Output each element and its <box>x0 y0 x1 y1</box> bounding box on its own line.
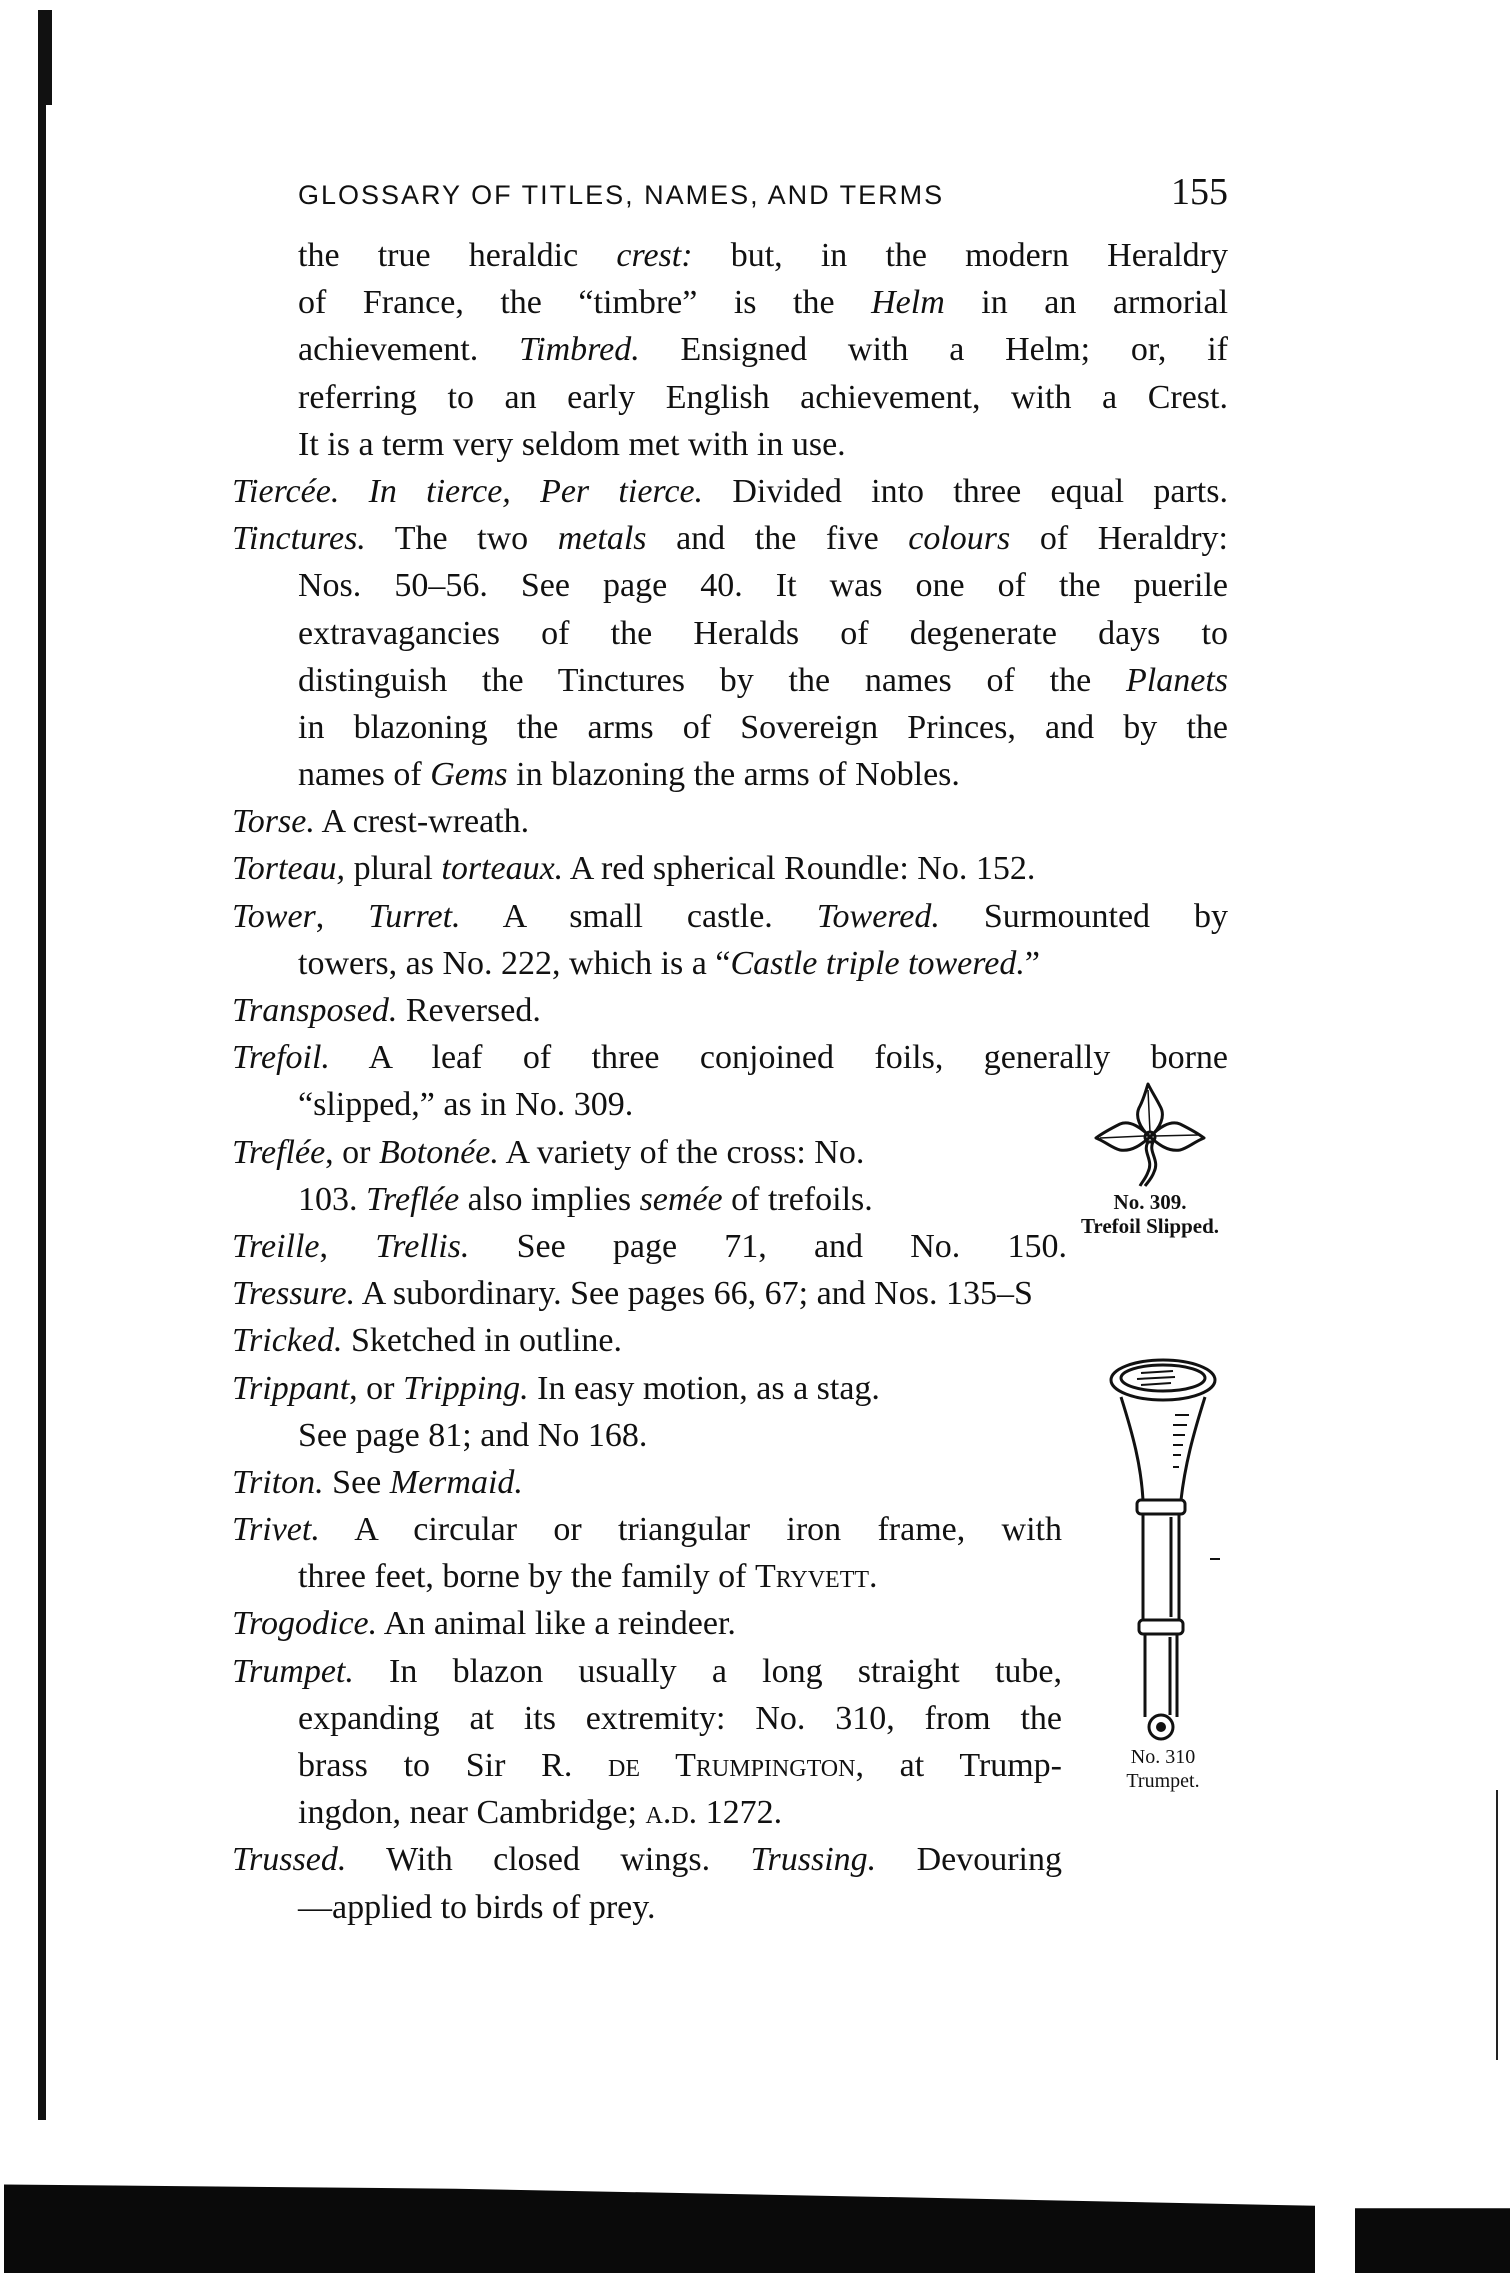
text-line: It is a term very seldom met with in use. <box>298 425 846 463</box>
entry-transposed: Transposed. Reversed. <box>232 992 541 1029</box>
entry-tricked: Tricked. Sketched in outline. <box>232 1322 622 1360</box>
text-line: extravagancies of the Heralds of degenerate days to <box>298 614 1228 652</box>
text-line: “slipped,” as in No. 309. <box>298 1086 634 1124</box>
scan-speck <box>1210 1558 1220 1560</box>
scan-binding-edge-top <box>38 10 52 105</box>
scan-right-edge <box>1496 1790 1498 2060</box>
text-line: See page 81; and No 168. <box>298 1416 648 1454</box>
entry-trumpet: Trumpet. In blazon usually a long straight tube, <box>232 1652 1062 1690</box>
text-line: Nos. 50–56. See page 40. It was one of the puerile <box>298 567 1228 605</box>
text-line: 103. Treflée also implies semée of trefoils. <box>298 1180 873 1218</box>
entry-trogodice: Trogodice. An animal like a reindeer. <box>232 1605 736 1643</box>
trumpet-icon <box>1103 1355 1223 1745</box>
text-line: expanding at its extremity: No. 310, from the <box>298 1699 1062 1737</box>
entry-trefoil: Trefoil. A leaf of three conjoined foils, generally borne <box>232 1039 1228 1077</box>
entry-tiercee: Tiercée. In tierce, Per tierce. Divided into three equal parts. <box>232 472 1228 510</box>
entry-trivet: Trivet. A circular or triangular iron frame, with <box>232 1511 1062 1549</box>
text-line: achievement. Timbred. Ensigned with a Helm; or, if <box>298 331 1228 369</box>
entry-treille: Treille, Trellis. See page 71, and No. 150. <box>232 1227 1068 1265</box>
entry-torteau: Torteau, plural torteaux. A red spherical Roundle: No. 152. <box>232 850 1036 888</box>
text-line: of France, the “timbre” is the Helm in an armorial <box>298 284 1229 322</box>
entry-treflee: Treflée, or Botonée. A variety of the cross: No. <box>232 1133 865 1171</box>
text-line: the true heraldic crest: but, in the modern Heraldry <box>298 237 1228 274</box>
scan-binding-edge <box>38 10 46 2120</box>
figure-number: No. 310 <box>1130 1746 1196 1768</box>
text-line: —applied to birds of prey. <box>298 1888 656 1926</box>
figure-caption: Trefoil Slipped. <box>1080 1214 1220 1238</box>
figure-caption: Trumpet. <box>1126 1770 1200 1792</box>
entry-tower: Tower, Turret. A small castle. Towered. Surmounted by <box>232 897 1229 935</box>
figure-trumpet <box>1078 1355 1248 1793</box>
entry-torse: Torse. A crest-wreath. <box>232 803 530 841</box>
page-number: 155 <box>1171 171 1228 213</box>
entry-trussed: Trussed. With closed wings. Trussing. Devouring <box>232 1841 1062 1879</box>
entry-tinctures: Tinctures. The two metals and the five colours of Heraldry: <box>232 520 1228 558</box>
text-line: ingdon, near Cambridge; a.d. 1272. <box>298 1794 783 1832</box>
running-header <box>298 170 1228 214</box>
text-line: three feet, borne by the family of Tryvett. <box>298 1558 878 1596</box>
scan-bottom-gap <box>1315 2200 1355 2273</box>
figure-trefoil <box>1035 1080 1265 1238</box>
entry-tressure: Tressure. A subordinary. See pages 66, 67; and Nos. 135–S <box>232 1275 1033 1313</box>
scan-bottom-shadow <box>4 2165 1510 2273</box>
entry-triton: Triton. See Mermaid. <box>232 1463 523 1501</box>
text-line: towers, as No. 222, which is a “Castle triple towered.” <box>298 944 1040 982</box>
text-line: referring to an early English achievement, with a Crest. <box>298 378 1228 416</box>
text-line: in blazoning the arms of Sovereign Princes, and by the <box>298 708 1228 746</box>
text-line: brass to Sir R. de Trumpington, at Trump- <box>298 1747 1062 1784</box>
text-line: distinguish the Tinctures by the names of the Planets <box>298 661 1228 699</box>
figure-number: No. 309. <box>1113 1190 1187 1214</box>
text-line: names of Gems in blazoning the arms of Nobles. <box>298 756 960 794</box>
header-title: GLOSSARY OF TITLES, NAMES, AND TERMS <box>298 180 945 210</box>
entry-trippant: Trippant, or Tripping. In easy motion, as a stag. <box>232 1369 880 1407</box>
trefoil-slipped-icon <box>1090 1080 1210 1190</box>
